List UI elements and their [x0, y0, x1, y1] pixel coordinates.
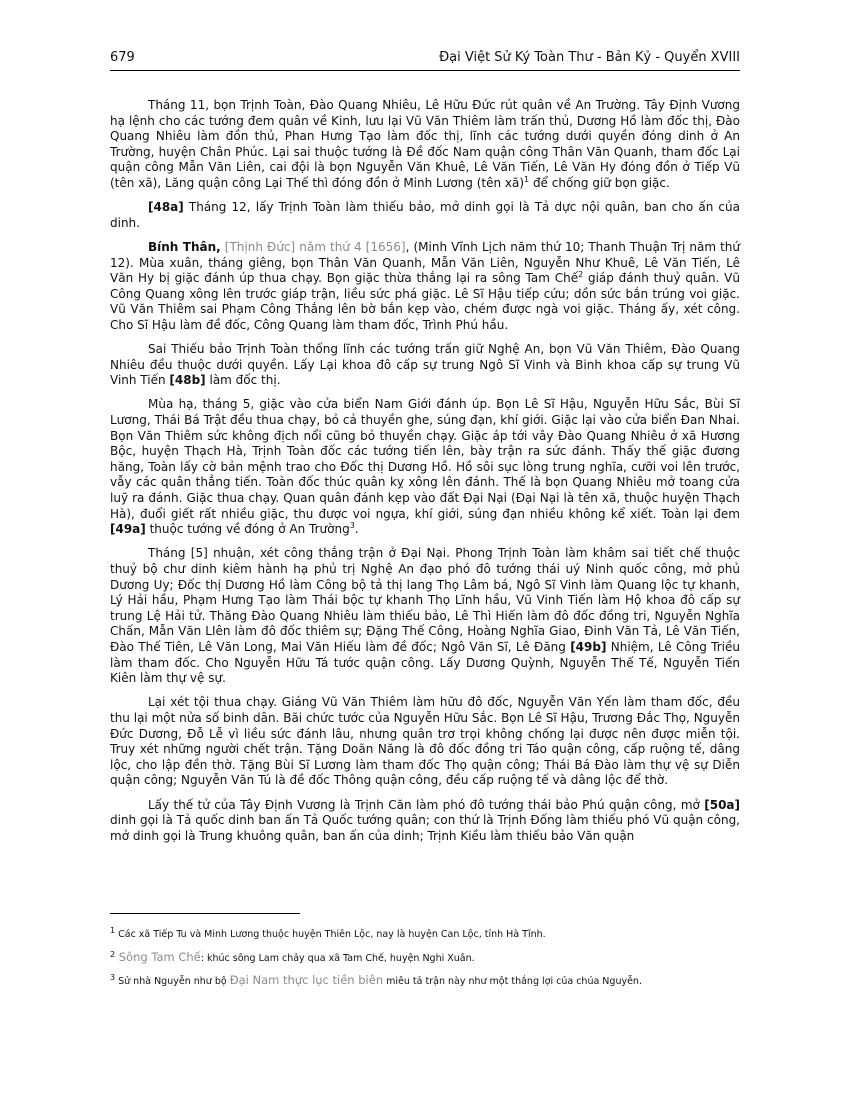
footnote: $^2$ Sông Tam Chế: khúc sông Lam chảy qua xã Tam Chế, huyện Nghi Xuân. — [110, 949, 475, 964]
paragraph: Mùa hạ, tháng 5, giặc vào cửa biển Nam Giới đánh úp. Bọn Lê Sĩ Hậu, Nguyễn Hữu Sắc, Bùi Sĩ Lương, Thái Bá Trật đều thua chạy, bỏ cả thuyền ghe, súng đạn, khí giới. Giặc lại vào cửa biển Đan Nhai. Bọn Văn Thiêm sức không địch nổi cũng bỏ thuyền chạy. Giặc áp tới vây Đào Quang Nhiêu ở xã Hương Bộc, huyện Thạch Hà, Trịnh Toàn đốc các tướng tiến lên, bày trận ra sức đánh. Thấy thế giặc đương hăng, Toàn lấy cờ bản mệnh trao cho Đốc thị Dương Hồ. Hồ sôi sục lòng trung nghĩa, cưỡi voi lên trước, vẫy các quân thẳng tiến. Toàn đốc thúc quân kỵ xông lên đánh. Thế là bọn Quang Nhiêu mở toang cửa luỹ ra đánh. Giặc thua chạy. Quan quân đánh kẹp vào đất Đại Nại (Đại Nại là tên xã, thuộc huyện Thạch Hà), đuổi giết rất nhiều giặc, thu được voi ngựa, khí giới, súng đạn nhiều không kể xiết. Toàn lại đem [49a] thuộc tướng về đóng ở An Trường$^3$. — [110, 397, 740, 537]
paragraph: Tháng 11, bọn Trịnh Toàn, Đào Quang Nhiêu, Lê Hữu Đức rút quân về An Trường. Tây Định Vương hạ lệnh cho các tướng đem quân về Kinh, lưu lại Vũ Văn Thiêm làm trấn thủ, Dương Hồ làm đốc thị, Đào Quang Nhiêu làm đồn thủ, Phan Hưng Tạo làm đốc thị, lĩnh các tướng dưới quyền đóng dinh ở An Trường, huyện Chân Phúc. Lại sai thuộc tướng là Đề đốc Nam quận công Thân Văn Quanh, tham đốc Lại quận công Mẫn Văn Liên, cai đội là bọn Nguyễn Văn Khuê, Lê Văn Tiến, Lê Văn Hy đóng đồn ở Tiếp Vũ (tên xã), Lăng quận công Lại Thế thì đóng đồn ở Minh Lương (tên xã)$^1$ để chống giữ bọn giặc. — [110, 98, 740, 190]
footnote-rule — [110, 913, 300, 914]
page-ref: [48b] — [169, 373, 206, 388]
main-text — [110, 98, 740, 853]
page-ref: [49a] — [110, 522, 146, 537]
footnote-ref: 2 — [578, 270, 584, 280]
year-heading: Bính Thân, — [148, 239, 221, 254]
page-ref: [50a] — [704, 797, 740, 812]
footnote-ref: 3 — [349, 521, 355, 531]
footnotes — [110, 925, 740, 998]
footnote-term: Đại Nam thực lục tiền biên — [229, 973, 384, 987]
page-ref: [48a] — [148, 200, 184, 215]
running-title: Đại Việt Sử Ký Toàn Thư - Bản Kỷ - Quyển XVIII — [439, 50, 740, 65]
paragraph: Sai Thiếu bảo Trịnh Toàn thống lĩnh các tướng trấn giữ Nghệ An, bọn Vũ Văn Thiêm, Đào Quang Nhiêu đều thuộc dưới quyền. Lấy Lại khoa đô cấp sự trung Ngô Sĩ Vinh và Binh khoa cấp sự trung Vũ Vinh Tiến [48b] làm đốc thị. — [110, 342, 740, 388]
header-rule — [110, 70, 740, 71]
era-note: [Thịnh Đức] năm thứ 4 [1656] — [220, 239, 406, 254]
page-ref: [49b] — [570, 639, 607, 654]
footnote: $^3$ Sử nhà Nguyễn như bộ Đại Nam thực lục tiền biên miêu tả trận này như một thắng lợi của chúa Nguyễn. — [110, 972, 642, 987]
paragraph: Tháng [5] nhuận, xét công thắng trận ở Đại Nại. Phong Trịnh Toàn làm khâm sai tiết chế thuộc thuỷ bộ chư dinh kiêm hành hạ phủ trị Nghệ An đạo phó đô tướng thái uý Ninh quốc công, mở phủ Dương Uy; Đốc thị Dương Hồ làm Công bộ tả thị lang Thọ Lâm bá, Ngô Sĩ Vinh làm Quang lộc tự khanh, Lý Hải hầu, Phạm Hưng Tạo làm Thái bộc tự khanh Thọ Lĩnh hầu, Vũ Vinh Tiến làm Hộ khoa đô cấp sự trung Lệ Hải tử. Thăng Đào Quang Nhiêu làm thiếu bảo, Lê Thì Hiến làm đô đốc đồng tri, Nguyễn Nghĩa Chấn, Mẫn Văn LIên làm đô đốc thiêm sự; Đặng Thế Công, Hoàng Nghĩa Giao, Đinh Văn Tả, Lê Văn Tiến, Đào Thế Tiên, Lê Văn Long, Mai Văn Hiếu làm đề đốc; Ngô Văn Sĩ, Lê Đăng [49b] Nhiệm, Lê Công Triều làm tham đốc. Cho Nguyễn Hữu Tá tước quận công. Lấy Dương Quỳnh, Nguyễn Thế Tế, Nguyễn Tiến Kiên làm thự vệ sự. — [110, 546, 740, 686]
page-header — [110, 50, 740, 70]
footnote-term: Sông Tam Chế — [115, 949, 201, 964]
footnote-ref: 1 — [524, 174, 530, 184]
paragraph: Lấy thế tử của Tây Định Vương là Trịnh Căn làm phó đô tướng thái bảo Phú quận công, mở [50a] dinh gọi là Tả quốc dinh ban ấn Tả Quốc tướng quân; con thứ là Trịnh Đống làm thiếu phó Vũ quận công, mở dinh gọi là Trung khuông quân, ban ấn của dinh; Trịnh Kiều làm thiếu bảo Văn quận — [110, 797, 740, 843]
paragraph: Lại xét tội thua chạy. Giáng Vũ Văn Thiêm làm hữu đô đốc, Nguyễn Văn Yến làm tham đốc, đều thu lại một nửa số binh dân. Bãi chức tước của Nguyễn Hữu Sắc. Bọn Lê Sĩ Hậu, Trương Đắc Thọ, Nguyễn Đức Dương, Đỗ Lễ vì liều sức đánh lâu, nhưng quân trơ trọi không chống lại được nên được miễn tội. Truy xét những người chết trận. Tặng Doãn Năng là đô đốc đồng tri Táo quận công, cấp ruộng tế, dâng lộc, cho lập đền thờ. Tặng Bùi Sĩ Lương làm tham đốc Thọ quận công; Thái Bá Đào làm thự vệ sự Diễn quận công; Nguyễn Văn Tú là đề đốc Thông quận công, đều cấp ruộng tế và dâng lộc để thờ. — [110, 695, 740, 788]
paragraph: Bính Thân, [Thịnh Đức] năm thứ 4 [1656], (Minh Vĩnh Lịch năm thứ 10; Thanh Thuận Trị năm thứ 12). Mùa xuân, tháng giêng, bọn Thân Văn Quanh, Mẫn Văn Liên, Nguyễn Như Khuê, Lê Văn Tiến, Lê Văn Hy bị giặc đánh úp thua chạy. Bọn giặc thừa thắng lại ra sông Tam Chế$^2$ giáp đánh thuỷ quân. Vũ Công Quang xông lên trước giáp trận, liều sức phá giặc. Lê Sĩ Hậu tiếp cứu; dồn sức bắn trúng voi giặc. Vũ Văn Thiêm sai Phạm Công Thắng lên bờ bắn kẹp vào, chém được ngà voi giặc. Tháng ấy, xét công. Cho Sĩ Hậu làm đề đốc, Công Quang làm tham đốc, Trình Phú hầu. — [110, 239, 741, 332]
paragraph: [48a] Tháng 12, lấy Trịnh Toàn làm thiếu bảo, mở dinh gọi là Tả dực nội quân, ban cho ấn của dinh. — [110, 200, 740, 230]
page-number: 679 — [110, 50, 135, 65]
footnote: $^1$ Các xã Tiếp Tu và Minh Lương thuộc huyện Thiên Lộc, nay là huyện Can Lộc, tỉnh Hà Tĩnh. — [110, 925, 546, 940]
